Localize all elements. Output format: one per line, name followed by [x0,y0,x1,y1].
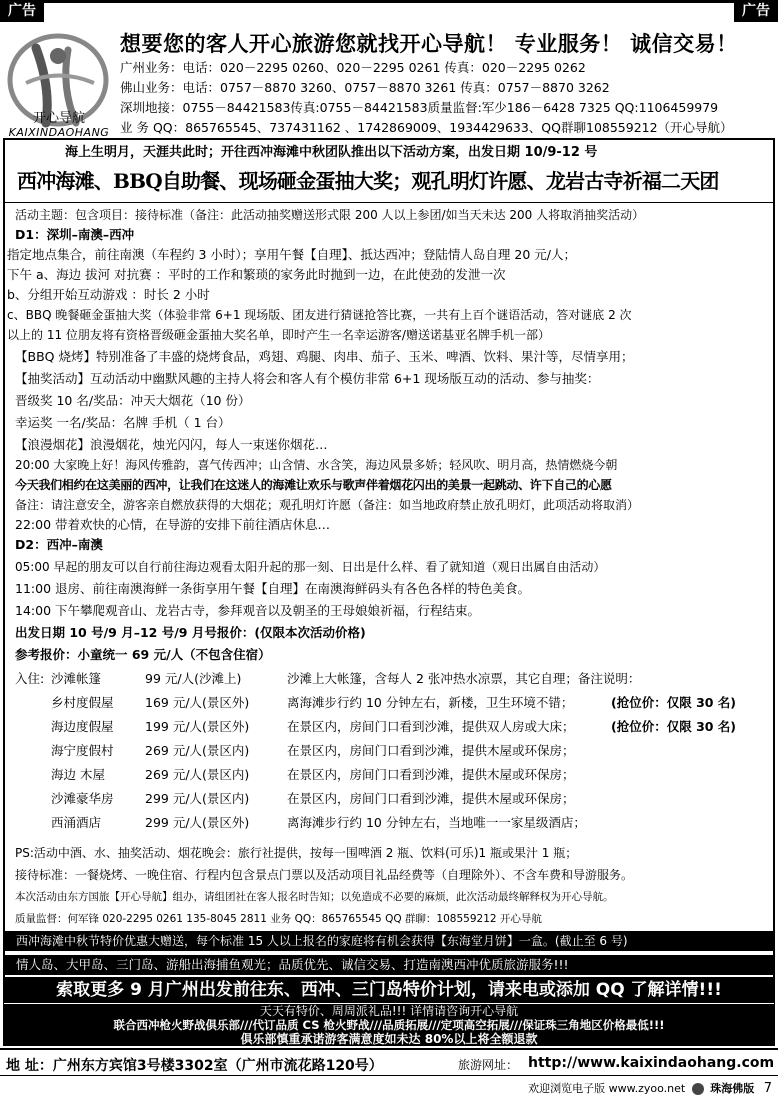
prize-1: 晋级奖 10 名/奖品：冲天大烟花（10 份） [15,393,251,408]
day1-item-a: 下午 a、海边 拔河 对抗赛 ：平时的工作和繁琐的家务此时抛到一边，在此使劲的发泄一次 [7,267,506,282]
contact-guangzhou: 广州业务：电话：020－2295 0260、020－2295 0261 传真：020－2295 0262 [120,60,586,75]
lottery-line: 【抽奖活动】互动活动中幽默风趣的主持人将会和客人有个模仿非常 6+1 现场版互动的活动、参与抽奖： [15,371,600,386]
hotel-price: 269 元/人(景区内) [145,767,250,782]
day2-lunch: 11:00 退房、前往南澳海鲜一条街享用午餐【自理】在南澳海鲜码头有各色各样的特色美食。 [15,581,530,596]
zyoo-text: 欢迎浏览电子版 www.zyoo.net [528,1082,686,1095]
evening-line: 20:00 大家晚上好！海风传雅韵，喜气传西冲；山含情、水含笑，海边风景多娇；轻风吹、明月高，热情燃烧今朝 [15,458,618,472]
main-title: 西冲海滩、BBQ自助餐、现场砸金蛋抽大奖；观孔明灯许愿、龙岩古寺祈福二天团 [17,169,719,193]
cta-line-3: 俱乐部慎重承诺游客满意度如未达 80%以上将全额退款 [240,1032,538,1046]
cta-big: 索取更多 9 月广州出发前往东、西冲、三门岛特价计划，请来电或添加 QQ 了解详情!!! [4,977,774,1004]
hotel-name: 沙滩豪华房 [51,791,114,806]
day2-heading: D2：西冲–南澳 [15,537,103,552]
islands-bar: 情人岛、大甲岛、三门岛、游船出海捕鱼观光；品质优先、诚信交易、打造南澳西冲优质旅游服务!!! [4,955,774,975]
hotel-name: 海边 木屋 [51,767,105,782]
logo-en: KAIXINDAOHANG [8,126,110,139]
zyoo-logo-icon [692,1083,704,1095]
prize-2: 幸运奖 一名/奖品：名牌 手机（ 1 台） [15,415,231,430]
contact-shenzhen: 深圳地接：0755－84421583传真:0755－84421583质量监督:军少186－6428 7325 QQ:1106459979 [120,100,719,115]
departure-dates: 出发日期 10 号/9 月–12 号/9 月号报价：(仅限本次活动价格) [15,625,366,640]
hotel-price: 99 元/人(沙滩上) [145,671,242,686]
hotel-name: 西涌酒店 [51,815,102,830]
stay-label: 入住: [15,671,45,686]
standard-line: 接待标准：一餐烧烤、一晚住宿、行程内包含景点门票以及活动项目礼品经费等（自理除外）、不含车费和导游服务。 [15,868,634,882]
day1-text: 指定地点集合，前往南澳（车程约 3 小时）；享用午餐【自理】、抵达西冲；登陆情人岛自理 20 元/人； [7,247,576,262]
logo-caption [0,112,118,140]
footer [0,1048,778,1076]
theme-line: 活动主题：包含项目：接待标准（备注：此活动抽奖赠送形式限 200 人以上参团/如当天未达 200 人将取消抽奖活动） [15,208,645,222]
hotel-name: 海边度假屋 [51,719,114,734]
page-number: 7 [763,1081,772,1096]
brand-text: 珠海佛版 [710,1082,755,1095]
ad-tag-right: 广告 [734,0,778,22]
itinerary-box [3,138,775,1046]
footer-website-link[interactable]: http://www.kaixindaohang.com [528,1055,775,1071]
hotel-price: 299 元/人(景区外) [145,815,250,830]
hotel-price: 299 元/人(景区内) [145,791,250,806]
ad-tag-left: 广告 [0,0,44,22]
safety-note: 备注：请注意安全，游客亲自燃放获得的大烟花；观孔明灯许愿（备注：如当地政府禁止放孔明灯，此项活动将取消） [15,498,640,512]
organizer-note: 本次活动由东方国旅【开心导航】组办，请组团社在客人报名时告知；以免造成不必要的麻烦，此次活动最终解释权为开心导航。 [15,891,614,903]
hotel-name: 沙滩帐篷 [51,671,102,686]
hotel-note: (抢位价：仅限 30 名) [611,695,737,710]
day1-item-b: b、分组开始互动游戏 ：时长 2 小时 [7,287,210,302]
header-slogan: 想要您的客人开心旅游您就找开心导航！ 专业服务！ 诚信交易！ [120,32,738,56]
night-line: 22:00 带着欢快的心情，在导游的安排下前往酒店休息… [15,517,330,532]
hotel-desc: 离海滩步行约 10 分钟左右，新楼，卫生环境不错； [287,695,574,710]
fireworks-line: 【浪漫烟花】浪漫烟花，烛光闪闪，每人一束迷你烟花… [15,437,328,452]
ps-line: PS:活动中酒、水、抽奖活动、烟花晚会：旅行社提供，按每一围啤酒 2 瓶、饮料(可乐)1 瓶或果汁 1 瓶； [15,846,578,860]
hotel-note: (抢位价：仅限 30 名) [611,719,737,734]
hotel-desc: 沙滩上大帐篷，含每人 2 张冲热水凉票，其它自理；备注说明： [287,671,641,686]
wish-line: 今天我们相约在这美丽的西冲，让我们在这迷人的海滩让欢乐与歌声伴着烟花闪出的美景一起跳动、许下自己的心愿 [15,478,612,492]
hotel-desc: 在景区内，房间门口看到沙滩，提供木屋或环保房； [287,767,575,782]
intro-line: 海上生明月，天涯共此时；开往西冲海滩中秋团队推出以下活动方案，出发日期 10/9-12 号 [65,145,598,160]
hotel-price: 269 元/人(景区内) [145,743,250,758]
hotel-price: 199 元/人(景区外) [145,719,250,734]
child-price: 参考报价：小童统一 69 元/人（不包含住宿） [15,647,271,662]
hotel-name: 海宁度假村 [51,743,114,758]
hotel-desc: 在景区内，房间门口看到沙滩，提供木屋或环保房； [287,791,575,806]
day1-heading: D1：深圳–南澳–西冲 [15,227,135,242]
day2-sunrise: 05:00 早起的朋友可以自行前往海边观看太阳升起的那一刻、日出是什么样、看了就知道（观日出属自由活动） [15,560,606,574]
hotel-desc: 在景区内，房间门口看到沙滩，提供双人房或大床； [287,719,575,734]
contact-qq: 业 务 QQ：865765545、737431162 、1742869009、1934429633、QQ群聊108559212（开心导航） [120,120,733,135]
logo-cn: 开心导航 [32,111,85,126]
title-divider [5,202,773,203]
cta-line-2: 联合西冲枪火野战俱乐部///代订品质 CS 枪火野战///品质拓展///定项高空拓展///保证珠三角地区价格最低!!! [113,1018,665,1032]
day1-item-c2: 以上的 11 位朋友将有资格晋级砸金蛋抽大奖名单，即时产生一名幸运游客/赠送诺基亚名牌手机一部） [7,328,550,342]
hotel-name: 乡村度假屋 [51,695,114,710]
cta-block [4,977,774,1045]
page-footer [528,1080,772,1096]
cta-line-1: 天天有特价、周周派礼品!!! 详情请咨询开心导航 [259,1004,519,1018]
day1-item-c: c、BBQ 晚餐砸金蛋抽大奖（体验非常 6+1 现场版、团友进行猜谜抢答比赛，一共有上百个谜语活动，答对谜底 2 次 [7,308,632,322]
bbq-line: 【BBQ 烧烤】特别准备了丰盛的烧烤食品，鸡翅、鸡腿、肉串、茄子、玉米、啤酒、饮料、果汁等，尽情享用； [15,349,634,364]
hotel-desc: 在景区内，房间门口看到沙滩，提供木屋或环保房； [287,743,575,758]
top-rule [0,0,778,3]
hotel-desc: 离海滩步行约 10 分钟左右，当地唯一一家星级酒店； [287,815,586,830]
promo-bar: 西冲海滩中秋节特价优惠大赠送，每个标准 15 人以上报名的家庭将有机会获得【东海堂月饼】一盒。(截止至 6 号) [4,931,774,951]
supervision-line: 质量监督：何军锋 020-2295 0261 135-8045 2811 业务 QQ：865765545 QQ 群聊：108559212 开心导航 [15,913,542,925]
footer-address: 地 址：广州东方宾馆3号楼3302室（广州市流花路120号） [6,1058,383,1074]
hotel-price: 169 元/人(景区外) [145,695,250,710]
day2-temple: 14:00 下午攀爬观音山、龙岩古寺，参拜观音以及朝圣的王母娘娘祈福，行程结束。 [15,603,480,618]
footer-web-label: 旅游网址： [458,1058,519,1072]
contact-foshan: 佛山业务：电话：0757－8870 3260、0757－8870 3261 传真：0757－8870 3262 [120,80,610,95]
